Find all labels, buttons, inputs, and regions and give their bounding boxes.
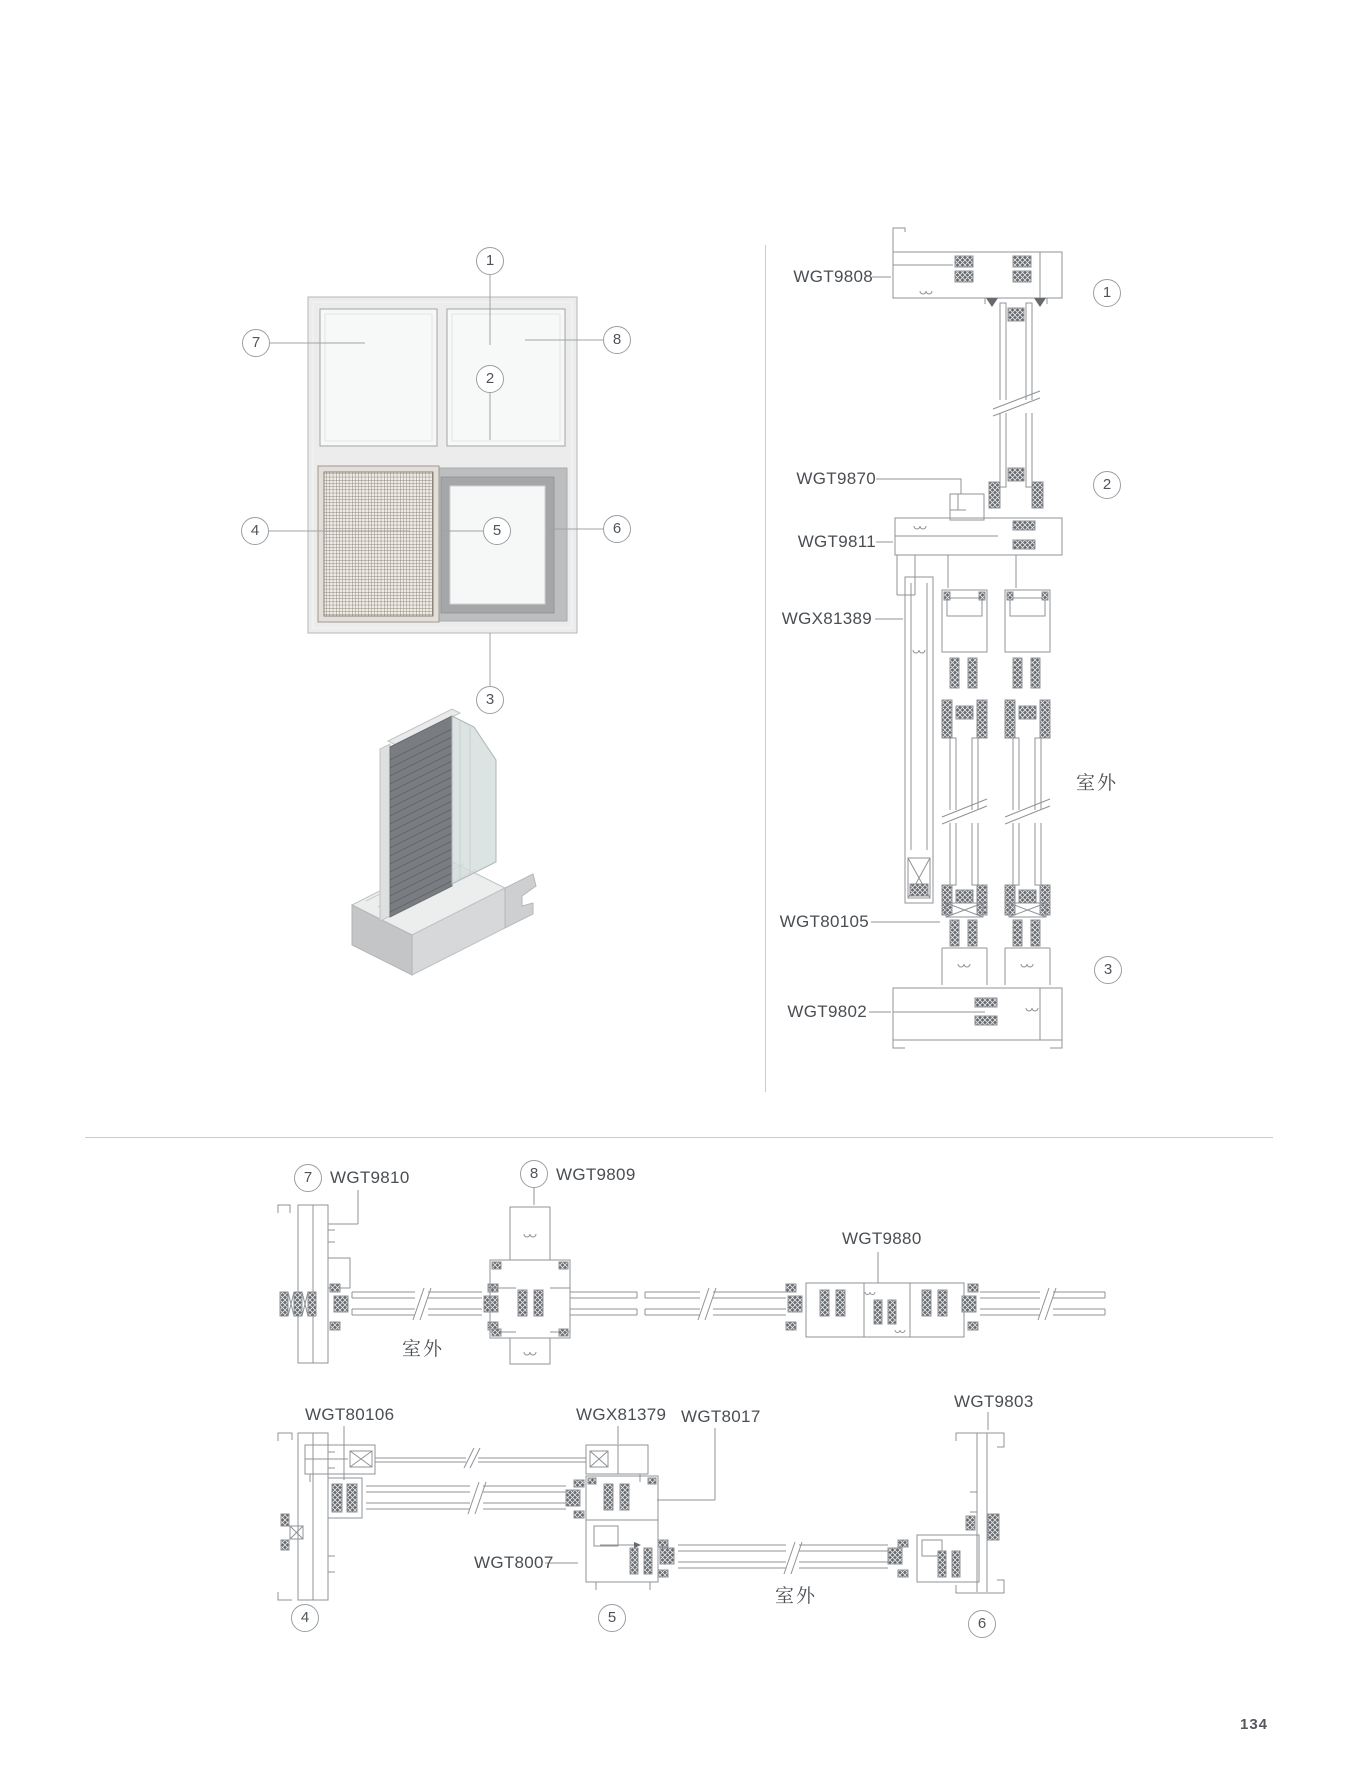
outdoor-label-mid: 室外 bbox=[402, 1339, 445, 1360]
callout-4: 4 bbox=[241, 517, 269, 545]
callout-5: 5 bbox=[483, 517, 511, 545]
part-label-wgt8007: WGT8007 bbox=[474, 1553, 554, 1572]
detail-callout-8: 8 bbox=[520, 1160, 548, 1188]
part-label-wgx81389: WGX81389 bbox=[781, 609, 872, 628]
part-label-wgt8017: WGT8017 bbox=[681, 1407, 761, 1426]
part-label-wgt9880: WGT9880 bbox=[842, 1229, 922, 1248]
horizontal-divider bbox=[85, 1137, 1273, 1138]
part-label-wgt9870: WGT9870 bbox=[796, 469, 876, 488]
sash-section-a bbox=[942, 590, 987, 985]
callout-6: 6 bbox=[603, 515, 631, 543]
vertical-section-drawing bbox=[770, 222, 1170, 1082]
part-label-wgt9803: WGT9803 bbox=[954, 1392, 1034, 1411]
isometric-render bbox=[335, 730, 555, 1075]
detail-callout-6: 6 bbox=[968, 1610, 996, 1638]
part-label-wgt80106: WGT80106 bbox=[305, 1405, 395, 1424]
detail-callout-7: 7 bbox=[294, 1164, 322, 1192]
part-label-wgt9809: WGT9809 bbox=[556, 1165, 636, 1184]
window-frame bbox=[308, 297, 577, 633]
part-label-wgt9811: WGT9811 bbox=[797, 532, 876, 551]
part-label-wgx81379: WGX81379 bbox=[576, 1405, 667, 1424]
section-callout-3: 3 bbox=[1094, 956, 1122, 984]
sash-section-b bbox=[1005, 590, 1050, 985]
section-callout-1: 1 bbox=[1093, 279, 1121, 307]
callout-3: 3 bbox=[476, 686, 504, 714]
detail-callout-4: 4 bbox=[291, 1604, 319, 1632]
part-label-wgt9802: WGT9802 bbox=[787, 1002, 867, 1021]
detail-callout-5: 5 bbox=[598, 1604, 626, 1632]
part-label-wgt9808: WGT9808 bbox=[793, 267, 873, 286]
page-number: 134 bbox=[1240, 1716, 1269, 1733]
section-callout-2: 2 bbox=[1093, 471, 1121, 499]
part-label-wgt9810: WGT9810 bbox=[330, 1168, 410, 1187]
vertical-divider bbox=[765, 245, 766, 1092]
window-elevation-drawing bbox=[230, 228, 650, 728]
callout-7: 7 bbox=[242, 329, 270, 357]
callout-2: 2 bbox=[476, 365, 504, 393]
part-label-wgt80105: WGT80105 bbox=[779, 912, 869, 931]
callout-8: 8 bbox=[603, 326, 631, 354]
outdoor-label-bottom: 室外 bbox=[775, 1586, 818, 1607]
callout-1: 1 bbox=[476, 247, 504, 275]
outdoor-label-right: 室外 bbox=[1076, 773, 1119, 794]
